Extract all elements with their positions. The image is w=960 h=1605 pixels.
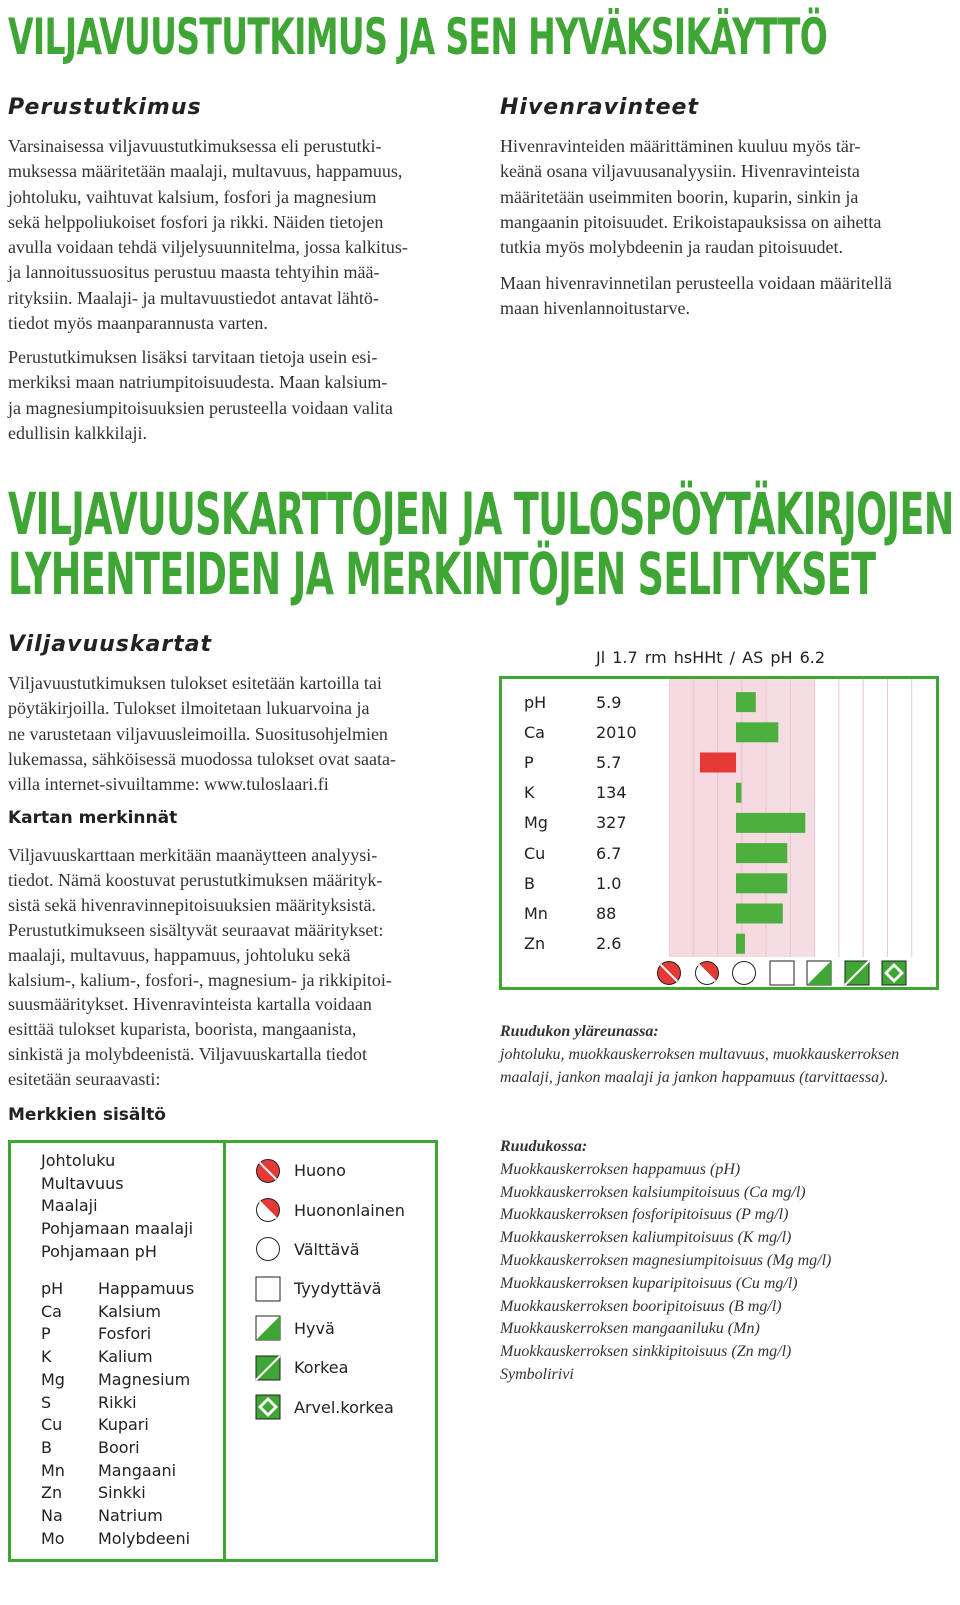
sample-row-label: Cu — [524, 843, 546, 863]
symbol-legend-row — [255, 1151, 405, 1190]
sample-card-grid-svg — [669, 679, 936, 957]
sample-row — [524, 838, 621, 868]
sample-bar-mg — [736, 813, 805, 833]
sample-card-grid — [669, 679, 936, 957]
sample-row-value: 5.9 — [596, 692, 622, 712]
sample-row-value: 5.7 — [596, 752, 622, 772]
abbreviation-code: Zn — [41, 1483, 63, 1503]
ruudukon-ylareunassa-line: johtoluku, muokkauskerroksen multavuus, muokkauskerroksen — [500, 1045, 900, 1063]
abbreviation-row — [41, 1301, 194, 1324]
ruudukossa-line: Muokkauskerroksen magnesiumpitoisuus (Mg mg/l) — [500, 1251, 832, 1269]
sample-card — [499, 676, 939, 990]
grid-column — [887, 679, 911, 957]
symbol-label: Hyvä — [294, 1318, 335, 1338]
sample-row-label: Zn — [524, 934, 546, 954]
korkea-icon — [255, 1355, 281, 1381]
hyva-icon — [255, 1315, 281, 1341]
huononlainen-icon — [255, 1197, 281, 1223]
abbreviation-row — [41, 1528, 194, 1551]
section-title-line-1: VILJAVUUSKARTTOJEN JA TULOSPÖYTÄKIRJOJEN — [8, 480, 954, 548]
ruudukon-ylareunassa-line: maalaji, jankon maalaji ja jankon happamuus (tarvittaessa). — [500, 1068, 889, 1086]
abbreviation-code: B — [41, 1437, 52, 1457]
hyva-icon — [806, 960, 832, 986]
sample-row — [524, 808, 627, 838]
abbreviation-name: Kalsium — [98, 1301, 161, 1321]
abbreviation-name: Boori — [98, 1437, 140, 1457]
legend-divider — [223, 1143, 226, 1559]
abbreviation-code: Na — [41, 1506, 63, 1526]
abbreviation-row — [41, 1482, 194, 1505]
sample-row — [524, 687, 621, 717]
grid-column — [693, 679, 717, 957]
symbol-label: Korkea — [294, 1358, 349, 1378]
sample-row — [524, 929, 621, 959]
ruudukossa-line: Muokkauskerroksen happamuus (pH) — [500, 1160, 741, 1178]
sample-bar-zn — [736, 934, 745, 954]
abbreviation-code: Mn — [41, 1460, 65, 1480]
abbreviation-name: Happamuus — [98, 1279, 195, 1298]
viljavuuskartat-heading: Viljavuuskartat — [8, 632, 213, 657]
abbreviation-row — [41, 1369, 194, 1392]
legend-top-items: Johtoluku Multavuus Maalaji Pohjamaan maalaji Pohjamaan pH — [41, 1151, 194, 1261]
symbol-label: Huononlainen — [294, 1200, 405, 1220]
sample-bar-cu — [736, 843, 787, 863]
abbreviation-code: K — [41, 1347, 52, 1367]
sample-row-label: Ca — [524, 722, 545, 742]
symbol-legend-row — [255, 1387, 405, 1426]
symbol-legend-row — [255, 1269, 405, 1308]
korkea-icon — [844, 960, 870, 986]
tyydyttava-icon — [255, 1276, 281, 1302]
valttava-icon — [255, 1236, 281, 1262]
sample-row-label: pH — [524, 692, 547, 712]
merkkien-sisalto-heading: Merkkien sisältö — [8, 1105, 166, 1125]
ruudukon-ylareunassa — [500, 1021, 950, 1089]
abbreviation-code: pH — [41, 1279, 64, 1298]
sample-row-label: Mg — [524, 813, 548, 833]
abbreviation-row — [41, 1346, 194, 1369]
legend-abbreviations — [41, 1278, 194, 1550]
grid-column — [839, 679, 863, 957]
hivenravinteet-text-2: Maan hivenravinnetilan perusteella voidaan määritellä maan hivenlannoitustarve. — [500, 273, 892, 319]
ruudukossa-line: Muokkauskerroksen kaliumpitoisuus (K mg/l) — [500, 1229, 792, 1247]
huono-icon — [255, 1158, 281, 1184]
abbreviation-name: Mangaani — [98, 1460, 177, 1480]
huono-icon — [656, 960, 682, 986]
abbreviation-row — [41, 1323, 194, 1346]
arvel-korkea-icon — [881, 960, 907, 986]
abbreviation-row — [41, 1414, 194, 1437]
symbol-label: Huono — [294, 1161, 346, 1181]
symbol-legend-row — [255, 1309, 405, 1348]
card-symbol — [731, 960, 757, 991]
page-title: VILJAVUUSTUTKIMUS JA SEN HYVÄKSIKÄYTTÖ — [8, 8, 828, 66]
kartan-merkinnat-heading: Kartan merkinnät — [8, 808, 178, 828]
abbreviation-name: Sinkki — [98, 1483, 146, 1503]
symbol-label: Arvel.korkea — [294, 1397, 394, 1417]
kartan-merkinnat-text: Viljavuuskarttaan merkitään maanäytteen analyysi- tiedot. Nämä koostuvat perustutkimuksen määrityk- sistä sekä hivenravinnepitoisuuksien määrityksistä. Perustutkimukseen sisältyvät seuraavat määritykset: maalaji, multavuus, happamuus, johtoluku sekä kalsium-, kalium-, fosfori-, magnesium- ja rikkipitoi- suusmääritykset. Hivenravinteista kartalla voidaan esittää tulokset kuparista, boorista, mangaanista, sinkistä ja molybdeenistä. Viljavuuskartalla tiedot esitetään seuraavasti: — [8, 845, 392, 1090]
sample-row-value: 88 — [596, 903, 617, 923]
sample-bar-ca — [736, 722, 778, 742]
ruudukossa-line: Muokkauskerroksen fosforipitoisuus (P mg/l) — [500, 1206, 789, 1224]
abbreviation-code: Ca — [41, 1301, 62, 1321]
abbreviation-name: Fosfori — [98, 1324, 152, 1344]
grid-column — [669, 679, 693, 957]
card-symbol — [656, 960, 682, 991]
symbol-label: Välttävä — [294, 1239, 360, 1259]
sample-bar-p — [700, 753, 736, 773]
sample-bar-ph — [736, 692, 756, 712]
legend-box — [8, 1140, 438, 1562]
grid-column — [912, 679, 936, 957]
symbol-legend-row — [255, 1230, 405, 1269]
ruudukossa-line: Muokkauskerroksen sinkkipitoisuus (Zn mg/l) — [500, 1343, 792, 1361]
card-symbol — [844, 960, 870, 991]
grid-column — [815, 679, 839, 957]
card-symbol — [806, 960, 832, 991]
sample-bar-mn — [736, 904, 783, 924]
sample-row-label: B — [524, 873, 535, 893]
sample-row — [524, 868, 621, 898]
abbreviation-name: Rikki — [98, 1392, 137, 1412]
abbreviation-name: Molybdeeni — [98, 1528, 191, 1548]
section-title-line-2: LYHENTEIDEN JA MERKINTÖJEN SELITYKSET — [8, 540, 876, 608]
sample-bar-k — [736, 783, 741, 803]
ruudukossa-line: Muokkauskerroksen kuparipitoisuus (Cu mg/l) — [500, 1274, 798, 1292]
ruudukossa-heading: Ruudukossa: — [500, 1138, 588, 1155]
perustutkimus-text-2: Perustutkimuksen lisäksi tarvitaan tietoja usein esi- merkiksi maan natriumpitoisuudesta. Maan kalsium- ja magnesiumpitoisuuksien perusteella voidaan valita edullisin kalkkilaji. — [8, 347, 393, 443]
abbreviation-code: S — [41, 1392, 52, 1412]
card-symbol — [694, 960, 720, 991]
abbreviation-name: Kalium — [98, 1347, 153, 1367]
sample-card-symbol-row — [656, 960, 936, 988]
sample-row-label: Mn — [524, 903, 548, 923]
ruudukossa-line: Muokkauskerroksen booripitoisuus (B mg/l) — [500, 1297, 782, 1315]
sample-row — [524, 778, 627, 808]
ruudukon-ylareunassa-heading: Ruudukon yläreunassa: — [500, 1023, 659, 1040]
hivenravinteet-heading: Hivenravinteet — [500, 95, 699, 120]
abbreviation-code: Mg — [41, 1369, 65, 1389]
arvel-korkea-icon — [255, 1394, 281, 1420]
sample-row-label: K — [524, 783, 535, 803]
abbreviation-row — [41, 1392, 194, 1415]
perustutkimus-heading: Perustutkimus — [8, 95, 202, 120]
card-symbol — [881, 960, 907, 991]
abbreviation-code: Mo — [41, 1528, 65, 1548]
sample-row-value: 1.0 — [596, 873, 622, 893]
sample-row-value: 2.6 — [596, 934, 622, 954]
tyydyttava-icon — [769, 960, 795, 986]
abbreviation-code: Cu — [41, 1415, 63, 1435]
sample-row-value: 6.7 — [596, 843, 622, 863]
sample-row-value: 134 — [596, 783, 627, 803]
grid-column — [863, 679, 887, 957]
ruudukossa-line: Muokkauskerroksen mangaaniluku (Mn) — [500, 1320, 760, 1338]
sample-row-label: P — [524, 752, 534, 772]
ruudukossa — [500, 1136, 950, 1387]
sample-row-value: 2010 — [596, 722, 637, 742]
abbreviation-row — [41, 1460, 194, 1483]
symbol-legend-row — [255, 1190, 405, 1229]
symbol-legend-row — [255, 1348, 405, 1387]
abbreviation-row — [41, 1278, 194, 1301]
sample-row-value: 327 — [596, 813, 627, 833]
abbreviation-row — [41, 1505, 194, 1528]
sample-bar-b — [736, 873, 787, 893]
ruudukossa-line: Muokkauskerroksen kalsiumpitoisuus (Ca mg/l) — [500, 1183, 806, 1201]
abbreviation-code: P — [41, 1324, 51, 1344]
perustutkimus-text: Varsinaisessa viljavuustutkimuksessa eli perustutki- muksessa määritetään maalaji, multavuus, happamuus, johtoluku, vaihtuvat kalsium, fosfori ja magnesium sekä helppoliukoiset fosfori ja rikki. Näiden tietojen avulla voidaan tehdä viljelysuunnitelma, jossa kalkitus- ja lannoitussuositus perustuu maasta tehtyihin mää- rityksiin. Maalaji- ja multavuustiedot antavat lähtö- tiedot myös maanparannusta varten. — [8, 136, 408, 334]
huononlainen-icon — [694, 960, 720, 986]
legend-symbols — [255, 1151, 405, 1427]
abbreviation-row — [41, 1437, 194, 1460]
abbreviation-name: Kupari — [98, 1415, 149, 1435]
sample-card-header: Jl 1.7 rm hsHHt / AS pH 6.2 — [596, 648, 826, 667]
valttava-icon — [731, 960, 757, 986]
hivenravinteet-text: Hivenravinteiden määrittäminen kuuluu myös tär- keänä osana viljavuusanalyysiin. Hivenravinteista määritetään useimmiten boorin, kuparin, sinkin ja mangaanin pitoisuudet. Erikoistapauksissa on aihetta tutkia myös molybdeenin ja raudan pitoisuudet. — [500, 136, 882, 258]
abbreviation-name: Natrium — [98, 1506, 163, 1526]
ruudukossa-line: Symbolirivi — [500, 1365, 574, 1383]
abbreviation-name: Magnesium — [98, 1369, 191, 1389]
sample-row — [524, 717, 637, 747]
symbol-label: Tyydyttävä — [294, 1279, 382, 1299]
sample-row — [524, 898, 616, 928]
sample-row — [524, 747, 621, 777]
card-symbol — [769, 960, 795, 991]
viljavuuskartat-text: Viljavuustutkimuksen tulokset esitetään kartoilla tai pöytäkirjoilla. Tulokset ilmoitetaan lukuarvoina ja ne varustetaan viljavuusleimoilla. Suositusohjelmien lukemassa, sähköisessä muodossa tulokset ovat saata- villa internet-sivuiltamme: www.tuloslaari.fi — [8, 673, 396, 795]
